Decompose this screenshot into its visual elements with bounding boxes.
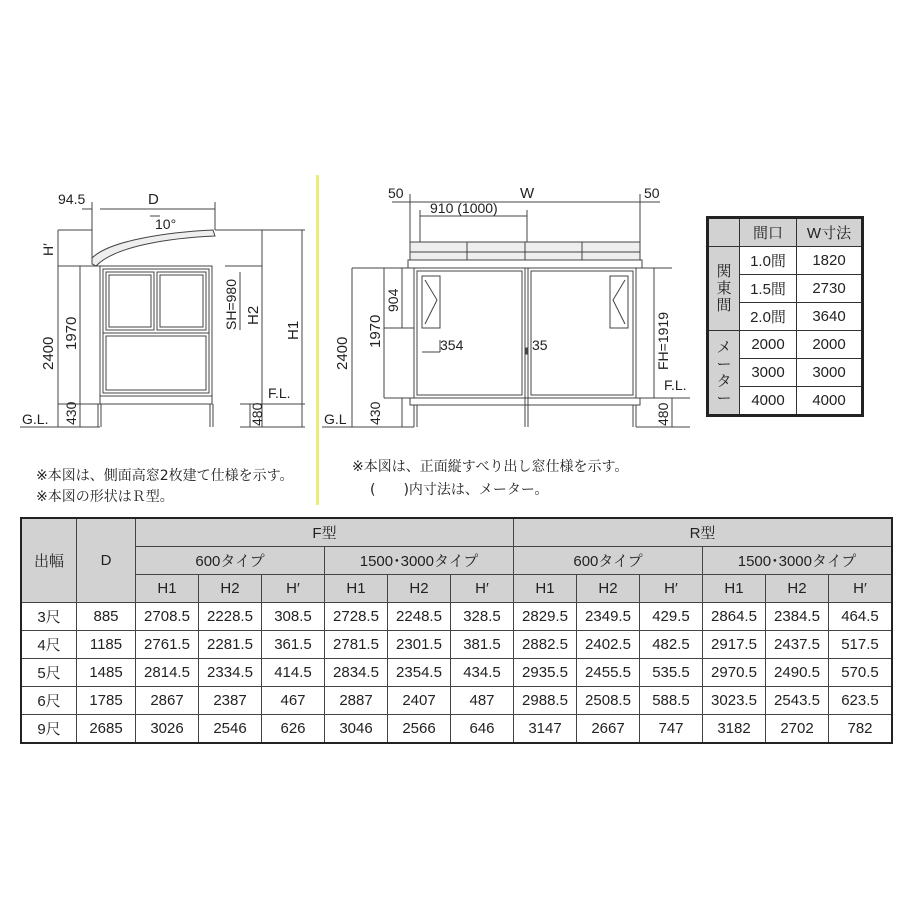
w-table-cell: 2.0間 <box>740 303 797 331</box>
table-cell: 2508.5 <box>577 687 640 715</box>
w-table-cell: 2730 <box>797 275 863 303</box>
table-row <box>21 659 892 687</box>
table-cell: 2455.5 <box>577 659 640 687</box>
roof-angle: 10° <box>155 216 177 232</box>
dim-w: W <box>520 185 535 202</box>
header-col: H1 <box>325 575 388 603</box>
table-cell: 464.5 <box>829 603 893 631</box>
table-cell: 2387 <box>199 687 262 715</box>
table-row <box>21 687 892 715</box>
w-table-cell: 3640 <box>797 303 863 331</box>
table-cell: 414.5 <box>262 659 325 687</box>
table-cell: 308.5 <box>262 603 325 631</box>
header-d: D <box>77 518 136 603</box>
dim-d: D <box>148 191 159 208</box>
row-label: 9尺 <box>21 715 77 744</box>
table-cell: 623.5 <box>829 687 893 715</box>
header-col: H1 <box>703 575 766 603</box>
header-subtype: 1500･3000タイプ <box>325 547 514 575</box>
dim-480: 480 <box>249 402 265 426</box>
header-col: H2 <box>199 575 262 603</box>
table-cell: 2546 <box>199 715 262 744</box>
table-cell: 434.5 <box>451 659 514 687</box>
w-table-cell: 1.0間 <box>740 247 797 275</box>
table-cell: 2334.5 <box>199 659 262 687</box>
table-cell: 2281.5 <box>199 631 262 659</box>
row-label: 3尺 <box>21 603 77 631</box>
table-cell: 2728.5 <box>325 603 388 631</box>
dim-430: 430 <box>63 401 79 425</box>
dim-480: 480 <box>655 402 671 426</box>
table-cell: 2882.5 <box>514 631 577 659</box>
label-fl: F.L. <box>268 385 291 401</box>
front-view-diagram <box>322 180 692 440</box>
w-table-cell: 4000 <box>797 387 863 416</box>
w-dimension-table <box>706 216 864 417</box>
front-note-2: ( )内寸法は、メーター。 <box>370 482 549 498</box>
row-label: 4尺 <box>21 631 77 659</box>
w-table-header-frontage: 間口 <box>740 218 797 247</box>
table-cell: 2781.5 <box>325 631 388 659</box>
w-table-cell: 3000 <box>740 359 797 387</box>
w-table-group-meter <box>708 331 740 416</box>
header-subtype: 1500･3000タイプ <box>703 547 893 575</box>
table-row <box>21 715 892 744</box>
label-gl: G.L <box>324 411 347 427</box>
row-d: 1785 <box>77 687 136 715</box>
row-d: 885 <box>77 603 136 631</box>
dim-fh: FH=1919 <box>655 312 671 370</box>
header-col: H2 <box>577 575 640 603</box>
table-cell: 2887 <box>325 687 388 715</box>
header-col: H′ <box>451 575 514 603</box>
dim-2400: 2400 <box>40 336 57 370</box>
table-cell: 2566 <box>388 715 451 744</box>
header-f-type: F型 <box>136 518 514 547</box>
label-fl: F.L. <box>664 377 687 393</box>
w-table-cell: 2000 <box>797 331 863 359</box>
table-cell: 2384.5 <box>766 603 829 631</box>
dim-1970: 1970 <box>367 314 384 348</box>
header-subtype: 600タイプ <box>514 547 703 575</box>
dim-354: 354 <box>440 337 464 353</box>
dim-h2: H2 <box>245 305 262 325</box>
header-r-type: R型 <box>514 518 893 547</box>
header-col: H2 <box>766 575 829 603</box>
table-cell: 429.5 <box>640 603 703 631</box>
table-cell: 2407 <box>388 687 451 715</box>
w-table-cell: 1820 <box>797 247 863 275</box>
table-cell: 2301.5 <box>388 631 451 659</box>
side-note-2: ※本図の形状はＲ型。 <box>36 489 174 505</box>
table-cell: 782 <box>829 715 893 744</box>
w-table-corner <box>708 218 740 247</box>
table-row <box>21 603 892 631</box>
table-cell: 482.5 <box>640 631 703 659</box>
table-cell: 2988.5 <box>514 687 577 715</box>
table-cell: 2402.5 <box>577 631 640 659</box>
header-col: H′ <box>829 575 893 603</box>
table-cell: 2834.5 <box>325 659 388 687</box>
table-cell: 570.5 <box>829 659 893 687</box>
table-cell: 2970.5 <box>703 659 766 687</box>
view-divider <box>316 175 319 505</box>
dim-35: 35 <box>532 337 548 353</box>
table-cell: 747 <box>640 715 703 744</box>
table-cell: 2248.5 <box>388 603 451 631</box>
header-subtype: 600タイプ <box>136 547 325 575</box>
table-row <box>21 631 892 659</box>
row-label: 6尺 <box>21 687 77 715</box>
table-cell: 2437.5 <box>766 631 829 659</box>
dimension-table <box>20 517 893 744</box>
table-cell: 2490.5 <box>766 659 829 687</box>
header-col: H′ <box>262 575 325 603</box>
table-cell: 646 <box>451 715 514 744</box>
w-table-cell: 4000 <box>740 387 797 416</box>
table-cell: 2935.5 <box>514 659 577 687</box>
w-table-group-kanto-label: 関東間 <box>716 263 732 314</box>
row-d: 1185 <box>77 631 136 659</box>
table-cell: 3147 <box>514 715 577 744</box>
table-cell: 3182 <box>703 715 766 744</box>
table-cell: 2917.5 <box>703 631 766 659</box>
table-cell: 3026 <box>136 715 199 744</box>
dim-904: 904 <box>385 288 401 312</box>
dim-94-5: 94.5 <box>58 191 86 207</box>
front-note-1: ※本図は、正面縦すべり出し窓仕様を示す。 <box>352 459 629 475</box>
table-cell: 487 <box>451 687 514 715</box>
w-table-group-kanto <box>708 247 740 331</box>
table-cell: 381.5 <box>451 631 514 659</box>
table-cell: 517.5 <box>829 631 893 659</box>
dim-sh: SH=980 <box>223 279 239 330</box>
table-cell: 467 <box>262 687 325 715</box>
dim-1970: 1970 <box>63 316 80 350</box>
header-col: H′ <box>640 575 703 603</box>
table-cell: 535.5 <box>640 659 703 687</box>
table-cell: 328.5 <box>451 603 514 631</box>
side-view-diagram <box>0 180 315 440</box>
w-table-cell: 1.5間 <box>740 275 797 303</box>
table-cell: 2761.5 <box>136 631 199 659</box>
table-cell: 588.5 <box>640 687 703 715</box>
table-cell: 2829.5 <box>514 603 577 631</box>
table-cell: 2667 <box>577 715 640 744</box>
dim-h1: H1 <box>285 320 302 340</box>
dim-2400: 2400 <box>334 336 351 370</box>
table-cell: 2814.5 <box>136 659 199 687</box>
table-cell: 2708.5 <box>136 603 199 631</box>
table-body <box>21 603 892 744</box>
w-table-header-w: W寸法 <box>797 218 863 247</box>
table-cell: 2864.5 <box>703 603 766 631</box>
w-table-cell: 3000 <box>797 359 863 387</box>
row-d: 2685 <box>77 715 136 744</box>
table-cell: 3023.5 <box>703 687 766 715</box>
header-col: H2 <box>388 575 451 603</box>
table-cell: 2354.5 <box>388 659 451 687</box>
dim-50-left: 50 <box>388 185 404 201</box>
table-cell: 3046 <box>325 715 388 744</box>
column-headers <box>21 575 892 603</box>
table-cell: 2543.5 <box>766 687 829 715</box>
table-cell: 2228.5 <box>199 603 262 631</box>
header-col: H1 <box>514 575 577 603</box>
dim-h-prime: H′ <box>40 243 56 256</box>
table-cell: 2867 <box>136 687 199 715</box>
row-label: 5尺 <box>21 659 77 687</box>
table-cell: 626 <box>262 715 325 744</box>
table-cell: 2702 <box>766 715 829 744</box>
side-note-1: ※本図は、側面高窓2枚建て仕様を示す。 <box>36 468 294 484</box>
header-width: 出幅 <box>21 518 77 603</box>
dim-910: 910 (1000) <box>430 200 498 216</box>
table-cell: 361.5 <box>262 631 325 659</box>
row-d: 1485 <box>77 659 136 687</box>
header-col: H1 <box>136 575 199 603</box>
w-table-cell: 2000 <box>740 331 797 359</box>
w-table-group-meter-label: メーター <box>716 338 732 407</box>
label-gl: G.L. <box>22 411 49 427</box>
dim-50-right: 50 <box>644 185 660 201</box>
dim-430: 430 <box>367 401 383 425</box>
table-cell: 2349.5 <box>577 603 640 631</box>
